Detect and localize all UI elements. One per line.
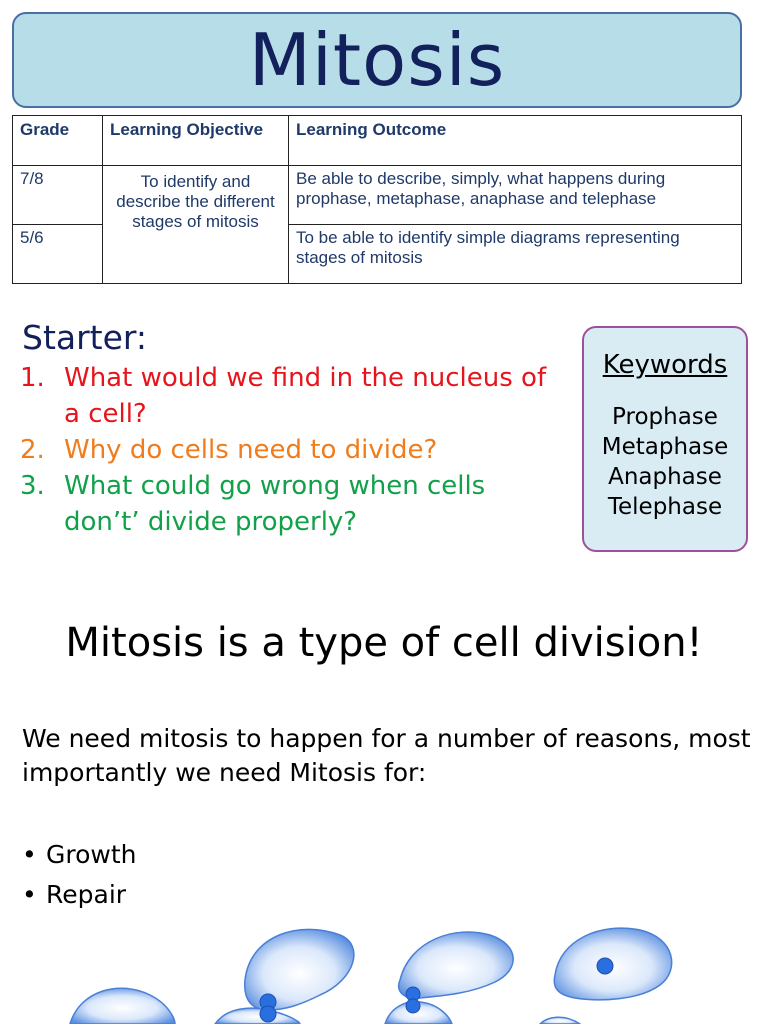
question-number: 3. [20,471,45,501]
grade-cell: 7/8 [13,166,103,225]
page-title: Mitosis [248,18,506,102]
table-row [13,166,742,225]
cell-shape [540,1017,580,1024]
starter-question-3 [20,468,560,540]
question-text: Why do cells need to divide? [64,435,438,465]
cell-shape [215,1008,300,1024]
starter-question-1 [20,360,560,432]
keyword-item: Anaphase [608,464,722,490]
keyword-item: Metaphase [601,434,729,460]
nucleus [597,958,613,974]
list-item: • Growth [22,835,137,875]
starter-title: Starter: [22,318,148,357]
starter-question-2 [20,432,560,468]
cell-division-illustration [0,910,768,1024]
keywords-list [584,402,746,522]
header-learning-objective: Learning Objective [103,116,289,166]
list-item: • Repair [22,875,137,915]
header-grade: Grade [13,116,103,166]
objectives-table [12,115,742,284]
outcome-cell: Be able to describe, simply, what happens during prophase, metaphase, anaphase and telephase [289,166,742,225]
question-number: 1. [20,363,45,393]
grade-cell: 5/6 [13,225,103,284]
starter-questions [20,360,560,540]
nucleus [260,1006,276,1022]
reasons-list [22,835,137,915]
intro-paragraph: We need mitosis to happen for a number of reasons, most importantly we need Mitosis for: [22,724,751,787]
question-text: What could go wrong when cells don’t’ divide properly? [64,471,486,537]
cell-shape [70,988,175,1024]
nucleus [406,999,420,1013]
table-header-row [13,116,742,166]
question-number: 2. [20,435,45,465]
keyword-item: Prophase [612,404,718,430]
question-text: What would we find in the nucleus of a cell? [64,363,547,429]
header-learning-outcome: Learning Outcome [289,116,742,166]
title-banner [12,12,742,108]
outcome-cell: To be able to identify simple diagrams representing stages of mitosis [289,225,742,284]
headline: Mitosis is a type of cell division! [65,620,703,666]
keywords-box [582,326,748,552]
keyword-item: Telephase [607,494,723,520]
objective-cell: To identify and describe the different stages of mitosis [103,166,289,284]
keywords-title: Keywords [602,350,728,380]
